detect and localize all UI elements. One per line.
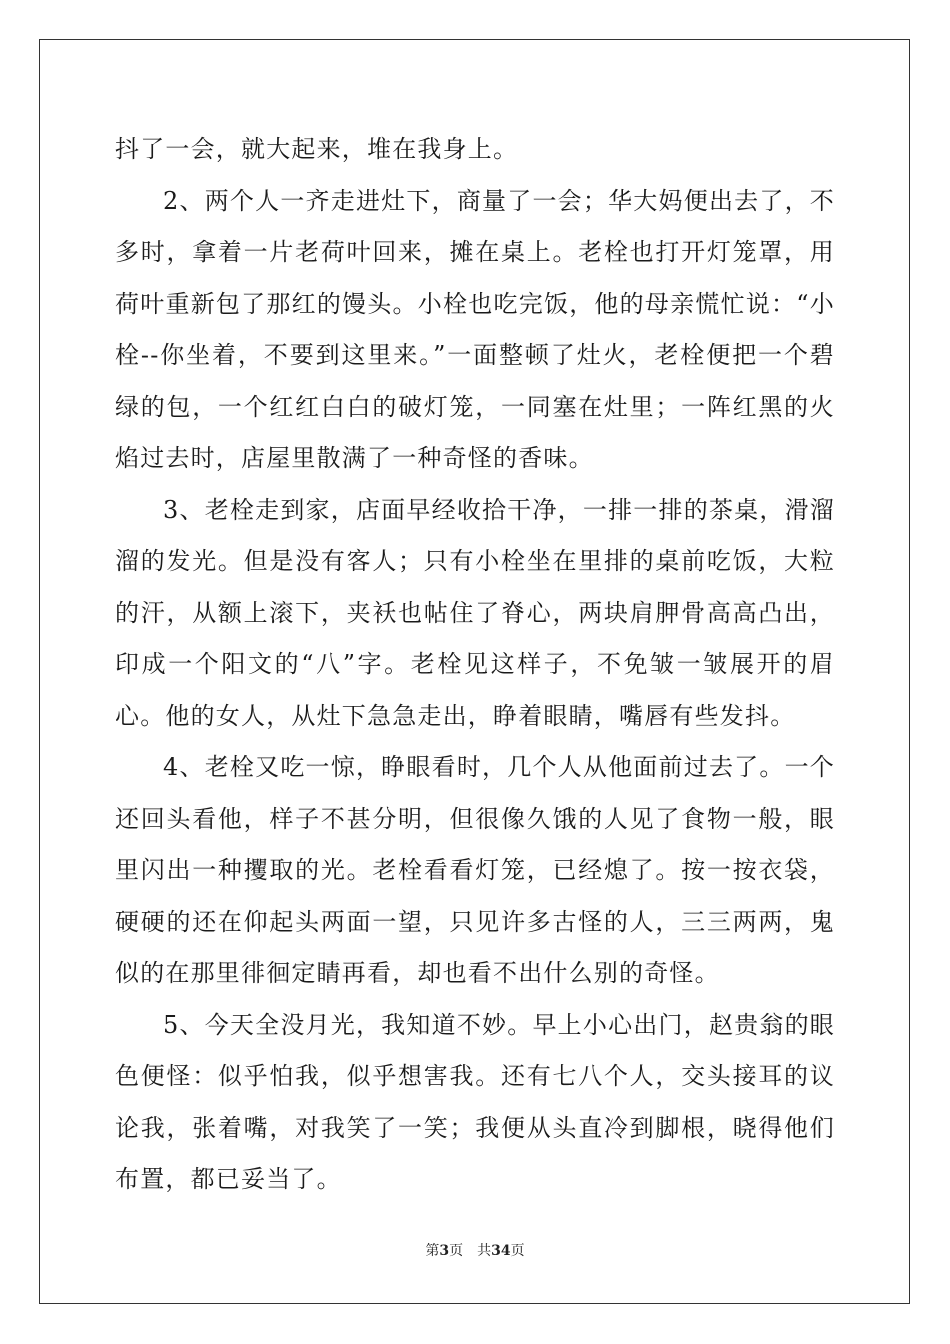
total-pages-number: 34 — [491, 1243, 511, 1259]
current-page-number: 3 — [439, 1243, 450, 1259]
paragraph-continued: 抖了一会，就大起来，堆在我身上。 — [115, 135, 519, 163]
total-prefix: 共 — [477, 1243, 492, 1259]
page-prefix: 第 — [425, 1243, 440, 1259]
paragraph-2: 2、两个人一齐走进灶下，商量了一会；华大妈便出去了，不多时，拿着一片老荷叶回来，摊在桌上。老栓也打开灯笼罩，用荷叶重新包了那红的馒头。小栓也吃完饭，他的母亲慌忙说：“小栓--你坐着，不要到这里来。”一面整顿了灶火，老栓便把一个碧绿的包，一个红红白白的破灯笼，一同塞在灶里；一阵红黑的火焰过去时，店屋里散满了一种奇怪的香味。 — [115, 186, 835, 472]
paragraph-4: 4、老栓又吃一惊，睁眼看时，几个人从他面前过去了。一个还回头看他，样子不甚分明，但很像久饿的人见了食物一般，眼里闪出一种攫取的光。老栓看看灯笼，已经熄了。按一按衣袋，硬硬的还在仰起头两面一望，只见许多古怪的人，三三两两，鬼似的在那里徘徊定睛再看，却也看不出什么别的奇怪。 — [115, 753, 835, 987]
document-body — [115, 124, 835, 1206]
total-suffix: 页 — [510, 1243, 525, 1259]
paragraph-3: 3、老栓走到家，店面早经收拾干净，一排一排的茶桌，滑溜溜的发光。但是没有客人；只有小栓坐在里排的桌前吃饭，大粒的汗，从额上滚下，夹袄也帖住了脊心，两块肩胛骨高高凸出，印成一个阳文的“八”字。老栓见这样子，不免皱一皱展开的眉心。他的女人，从灶下急急走出，睁着眼睛，嘴唇有些发抖。 — [115, 495, 835, 730]
page-suffix: 页 — [449, 1243, 464, 1259]
paragraph-5: 5、今天全没月光，我知道不妙。早上小心出门，赵贵翁的眼色便怪：似乎怕我，似乎想害我。还有七八个人，交头接耳的议论我，张着嘴，对我笑了一笑；我便从头直冷到脚根，晓得他们布置，都已妥当了。 — [115, 1010, 835, 1193]
page-footer — [0, 1240, 950, 1260]
